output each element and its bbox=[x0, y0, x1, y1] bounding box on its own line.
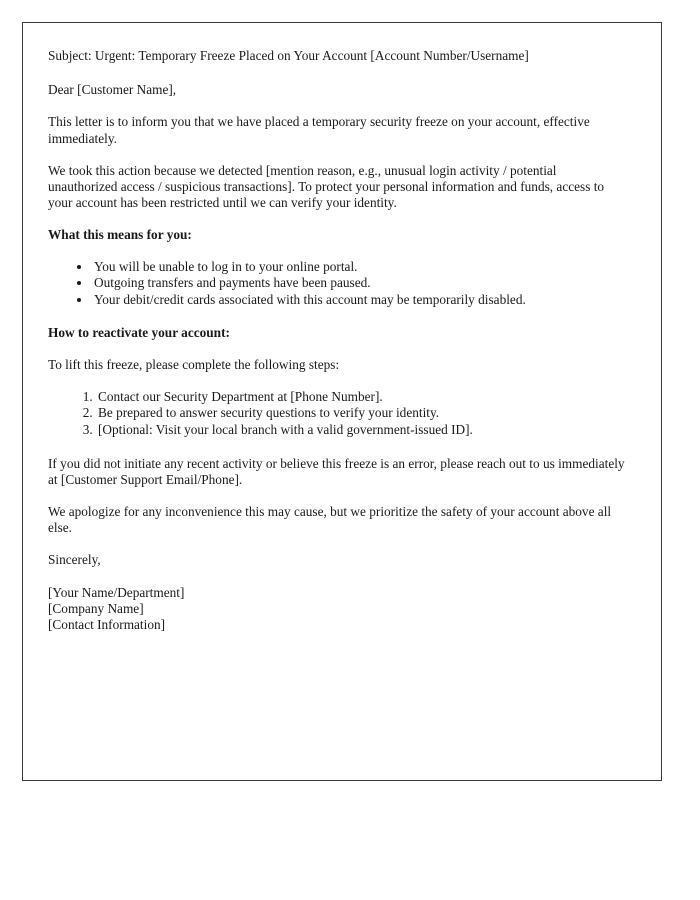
signature-company: [Company Name] bbox=[48, 601, 144, 617]
reactivation-steps-list bbox=[48, 389, 628, 439]
subject-line: Subject: Urgent: Temporary Freeze Placed on Your Account [Account Number/Username] bbox=[48, 48, 529, 63]
signature-block bbox=[48, 585, 628, 634]
paragraph-error-contact: If you did not initiate any recent activity or believe this freeze is an error, please reach out to us immediately at [Customer Support Email/Phone]. bbox=[48, 455, 625, 487]
list-item: 2. Be prepared to answer security questions to verify your identity. bbox=[96, 405, 628, 422]
list-item: 3. [Optional: Visit your local branch with a valid government-issued ID]. bbox=[96, 422, 628, 439]
letter-page bbox=[22, 22, 662, 781]
paragraph-apology: We apologize for any inconvenience this may cause, but we prioritize the safety of your account above all else. bbox=[48, 504, 612, 536]
paragraph-intro: This letter is to inform you that we have placed a temporary security freeze on your account, effective immediately. bbox=[48, 114, 590, 146]
closing-salutation: Sincerely, bbox=[48, 552, 101, 568]
impact-list bbox=[48, 259, 628, 309]
list-item: 1. Contact our Security Department at [Phone Number]. bbox=[96, 389, 628, 406]
paragraph-steps-intro: To lift this freeze, please complete the following steps: bbox=[48, 356, 340, 372]
letter-content bbox=[23, 23, 661, 634]
heading-what-this-means: What this means for you: bbox=[48, 227, 192, 243]
list-item: • Your debit/credit cards associated with this account may be temporarily disabled. bbox=[92, 292, 628, 309]
paragraph-reason: We took this action because we detected [mention reason, e.g., unusual login activity / potential unauthorized access / suspicious transactions]. To protect your personal information and funds, access to your account has been restricted until we can verify your identity. bbox=[48, 162, 605, 211]
signature-contact: [Contact Information] bbox=[48, 617, 166, 633]
signature-name-department: [Your Name/Department] bbox=[48, 584, 185, 600]
list-item: • You will be unable to log in to your online portal. bbox=[92, 259, 628, 276]
list-item: • Outgoing transfers and payments have been paused. bbox=[92, 275, 628, 292]
heading-how-to-reactivate: How to reactivate your account: bbox=[48, 325, 230, 341]
salutation: Dear [Customer Name], bbox=[48, 82, 177, 98]
